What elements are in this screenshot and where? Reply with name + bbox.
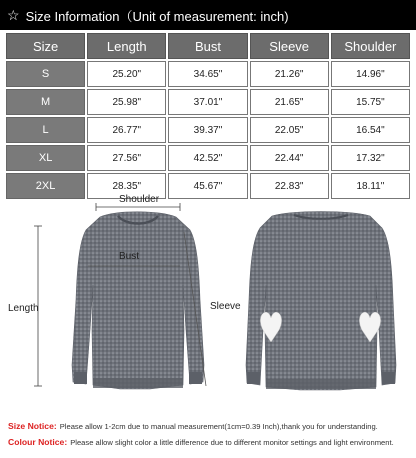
shoulder-cell: 15.75" (331, 89, 410, 115)
sleeve-cell: 22.83" (250, 173, 329, 199)
shoulder-cell: 17.32" (331, 145, 410, 171)
sleeve-cell: 22.44" (250, 145, 329, 171)
size-notice-text: Please allow 1-2cm due to manual measurement(1cm=0.39 Inch),thank you for understanding. (59, 422, 378, 431)
sweater-illustration (0, 180, 416, 400)
size-table (4, 31, 412, 201)
shoulder-cell: 18.11" (331, 173, 410, 199)
header-bust: Bust (168, 33, 247, 59)
bust-cell: 39.37" (168, 117, 247, 143)
front-sweater (72, 212, 204, 389)
length-cell: 26.77" (87, 117, 166, 143)
size-cell: XL (6, 145, 85, 171)
star-icon: ☆ (7, 6, 20, 23)
shoulder-cell: 14.96" (331, 61, 410, 87)
shoulder-label: Shoulder (119, 194, 160, 205)
sleeve-cell: 21.26" (250, 61, 329, 87)
length-cell: 25.20" (87, 61, 166, 87)
header-sleeve: Sleeve (250, 33, 329, 59)
table-row (6, 89, 410, 115)
back-sweater (246, 212, 396, 391)
length-cell: 25.98" (87, 89, 166, 115)
shoulder-cell: 16.54" (331, 117, 410, 143)
size-notice-title: Size Notice: (8, 421, 57, 431)
size-notice (8, 421, 378, 431)
size-cell: M (6, 89, 85, 115)
header-size: Size (6, 33, 85, 59)
colour-notice-title: Colour Notice: (8, 437, 68, 447)
header-length: Length (87, 33, 166, 59)
bust-cell: 42.52" (168, 145, 247, 171)
banner-title: Size Information（Unit of measurement: inch) (25, 8, 289, 24)
table-row (6, 145, 410, 171)
table-row (6, 117, 410, 143)
size-cell: S (6, 61, 85, 87)
bust-cell: 34.65" (168, 61, 247, 87)
size-cell: 2XL (6, 173, 85, 199)
length-cell: 27.56" (87, 145, 166, 171)
bust-cell: 37.01" (168, 89, 247, 115)
size-cell: L (6, 117, 85, 143)
size-info-banner (0, 0, 416, 30)
sweater-drawings (0, 180, 416, 400)
colour-notice (8, 437, 394, 447)
colour-notice-text: Please allow slight color a little difference due to different monitor settings and light environment. (70, 438, 394, 447)
length-label: Length (8, 303, 39, 314)
sleeve-label: Sleeve (210, 301, 241, 312)
bust-cell: 45.67" (168, 173, 247, 199)
bust-label: Bust (119, 251, 140, 262)
sleeve-cell: 21.65" (250, 89, 329, 115)
table-header-row (6, 33, 410, 59)
table-row (6, 61, 410, 87)
header-shoulder: Shoulder (331, 33, 410, 59)
sleeve-cell: 22.05" (250, 117, 329, 143)
length-cell: 28.35" (87, 173, 166, 199)
